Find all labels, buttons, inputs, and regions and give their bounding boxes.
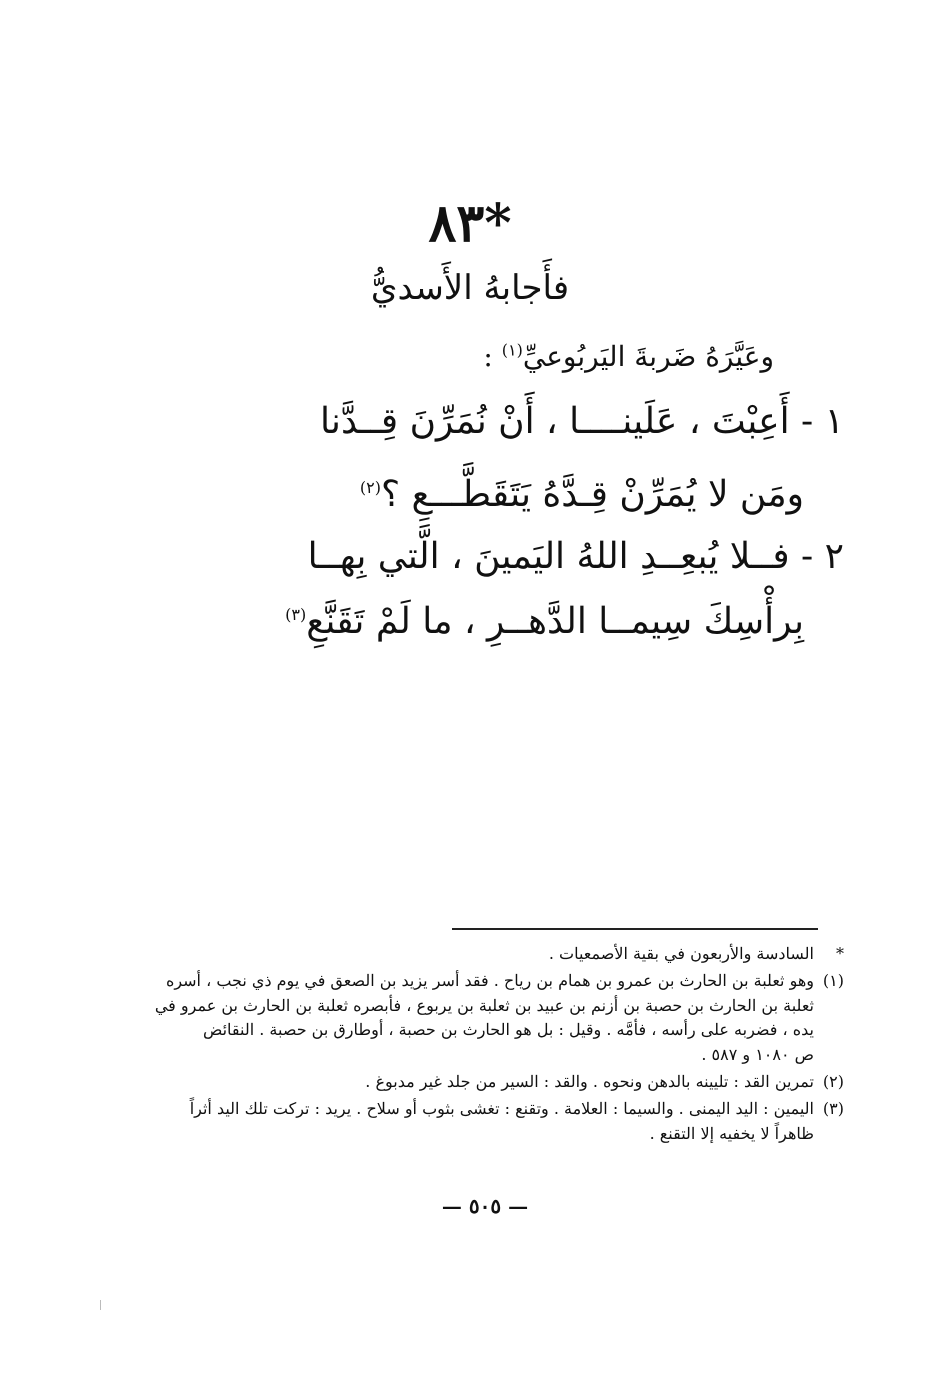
verse-2-number: ٢ - — [801, 536, 844, 577]
poem-intro-end: : — [483, 340, 502, 373]
footnote-1 — [100, 969, 844, 1068]
footnote-2-text: تمرين القد : تليينه بالدهن ونحوه . والقد : السير من جلد غير مدبوغ . — [365, 1071, 814, 1091]
footnote-star — [100, 942, 844, 967]
poem-intro-text: وعَيَّرَهُ ضَربةَ اليَربُوعيِّ — [522, 340, 774, 373]
footnote-divider — [452, 928, 818, 930]
footnote-1-line: ثعلبة بن الحارث بن حصبة بن أزنم بن عبيد بن ثعلبة بن يربوع ، فأبصره ثعلبة بن الحارث بن عمرو في — [154, 995, 814, 1015]
verse-2-second-half — [285, 600, 804, 643]
footnote-2-marker: (٢) — [822, 1071, 844, 1091]
footnote-star-marker: * — [836, 944, 844, 963]
verse-1-ref: (٢) — [359, 478, 381, 497]
verse-1-number: ١ - — [801, 401, 844, 442]
poem-intro — [483, 340, 774, 374]
footnote-1-marker: (١) — [822, 970, 844, 990]
verse-1-first-half — [320, 400, 844, 443]
footnote-2 — [100, 1070, 844, 1095]
footnote-1-body — [100, 969, 814, 1068]
scan-edge-mark — [100, 1300, 101, 1310]
footnotes — [100, 942, 844, 1148]
poem-number — [380, 193, 560, 254]
verse-2-second-text: بِرأْسِكَ سِيمــا الدَّهــرِ ، ما لَمْ تَقَنَّعِ — [306, 601, 804, 642]
footnote-3-marker: (٣) — [822, 1098, 844, 1118]
footnote-3 — [100, 1097, 844, 1147]
footnote-1-line: يده ، فضربه على رأسه ، فأمَّه . وقيل : بل هو الحارث بن حصبة ، أوطارق بن حصبة . النقائض — [202, 1020, 814, 1040]
verse-2-ref: (٣) — [285, 605, 307, 624]
poem-title: فأَجابهُ الأَسديُّ — [370, 268, 570, 308]
verse-1-second-half — [360, 473, 804, 516]
footnote-1-line: وهو ثعلبة بن الحارث بن عمرو بن همام بن رياح . فقد أسر يزيد بن الصعق في يوم ذي نجب ، أسره — [165, 970, 814, 990]
verse-2-first-text: فــلا يُبعِــدِ اللهُ اليَمينَ ، الَّتي بِهــا — [307, 536, 790, 577]
page-number: — ٥٠٥ — — [441, 1194, 529, 1218]
poem-number-value: ٨٣ — [428, 193, 485, 254]
footnote-star-text: السادسة والأربعون في بقية الأصمعيات . — [548, 944, 814, 963]
poem-intro-ref: (١) — [501, 340, 523, 360]
footnote-3-line: اليمين : اليد اليمنى . والسيما : العلامة . وتقنع : تغشى بثوب أو سلاح . يريد : تركت تلك اليد أثراً — [189, 1098, 814, 1118]
footnote-3-body — [100, 1097, 814, 1147]
verse-1-second-text: ومَن لا يُمَرِّنْ قِـدَّهُ يَتَقَطَّـــعِ ؟ — [381, 474, 804, 515]
verse-2-first-half — [308, 535, 844, 578]
footnote-3-line: ظاهراً لا يخفيه إلا التقنع . — [649, 1123, 814, 1143]
verse-1-first-text: أَعِبْتَ ، عَلَينــــا ، أَنْ نُمَرِّنَ قِــدَّنا — [319, 401, 790, 442]
footnote-1-line: ص ١٠٨٠ و ٥٨٧ . — [701, 1045, 814, 1065]
poem-number-mark: * — [484, 193, 512, 254]
